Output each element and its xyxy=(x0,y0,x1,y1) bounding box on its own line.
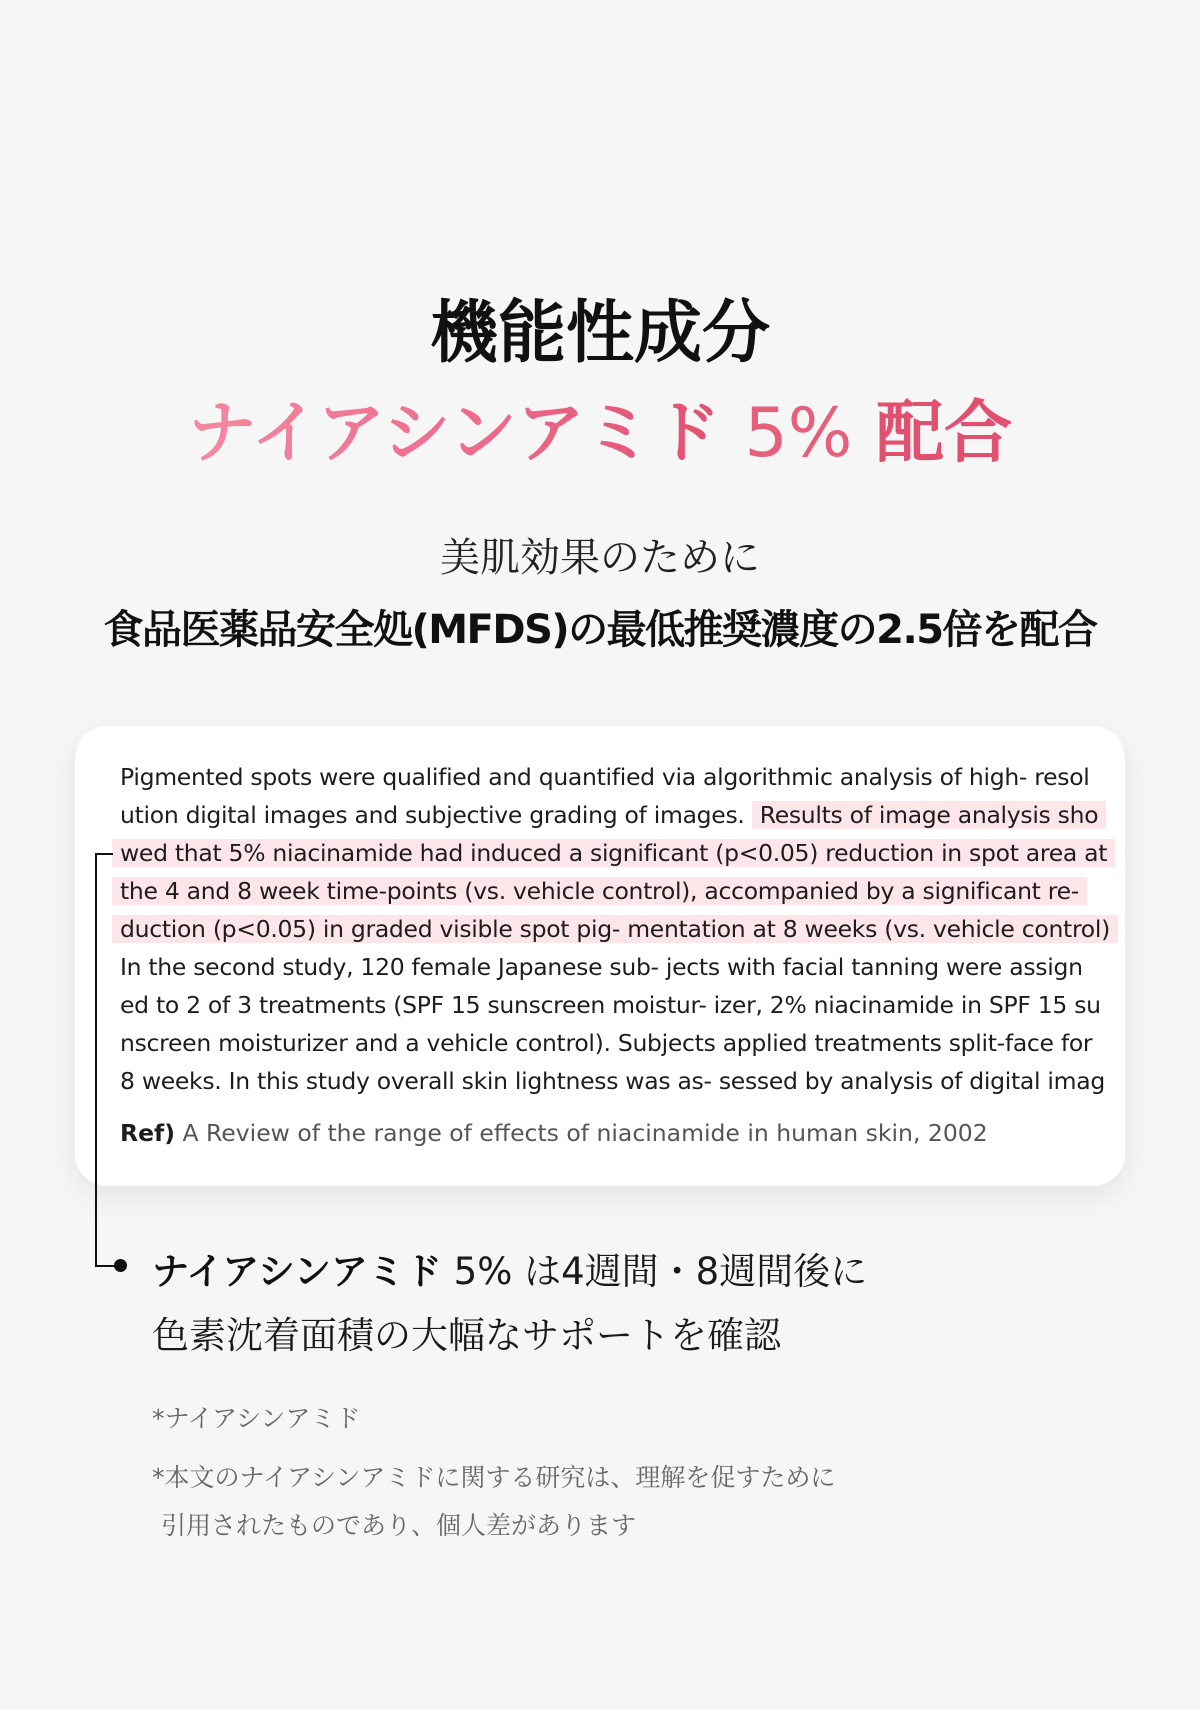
result-claim xyxy=(152,1240,867,1368)
reference-label: Ref) xyxy=(120,1119,175,1147)
page-title: 機能性成分 xyxy=(429,294,770,373)
study-line: ed to 2 of 3 treatments (SPF 15 sunscreen moistur- izer, 2% niacinamide in SPF 15 su xyxy=(120,991,1101,1019)
study-highlight: Results of image analysis sho xyxy=(752,801,1107,829)
ingredient-name: ナイアシンアミド xyxy=(187,394,721,473)
footnote-ingredient: *ナイアシンアミド xyxy=(152,1404,361,1433)
claim-detail: 5% は4週間・8週間後に xyxy=(453,1250,868,1293)
subtitle-claim: 食品医薬品安全処(MFDS)の最低推奨濃度の2.5倍を配合 xyxy=(103,607,1097,653)
claim-line-2: 色素沈着面積の大幅なサポートを確認 xyxy=(152,1314,781,1357)
study-line xyxy=(120,910,1110,948)
subtitle-intro: 美肌効果のために xyxy=(440,535,760,581)
reference-text: A Review of the range of effects of niacinamide in human skin, 2002 xyxy=(182,1119,988,1147)
connector-line-top xyxy=(95,853,113,855)
reference-citation xyxy=(120,1114,988,1152)
footnote-disclaimer-line-2: 引用されたものであり、個人差があります xyxy=(161,1511,637,1540)
bullet-dot-icon xyxy=(114,1259,127,1272)
ingredient-percent: 5% xyxy=(744,394,853,473)
study-line xyxy=(120,834,1108,872)
claim-ingredient: ナイアシンアミド xyxy=(152,1250,442,1293)
headline-suffix: 配合 xyxy=(876,394,1013,473)
study-excerpt-card xyxy=(75,726,1125,1186)
study-line: Pigmented spots were qualified and quantified via algorithmic analysis of high- resol xyxy=(120,763,1090,791)
study-line: 8 weeks. In this study overall skin lightness was as- sessed by analysis of digital imag xyxy=(120,1067,1105,1095)
study-excerpt-text xyxy=(120,758,1110,1100)
study-line xyxy=(120,872,1080,910)
ingredient-headline xyxy=(0,392,1200,476)
study-line: In the second study, 120 female Japanese sub- jects with facial tanning were assign xyxy=(120,953,1083,981)
study-highlight: wed that 5% niacinamide had induced a significant (p<0.05) reduction in spot area at xyxy=(112,839,1115,867)
study-text-plain: ution digital images and subjective grading of images. xyxy=(120,801,745,829)
claim-line-1 xyxy=(152,1240,867,1304)
study-line: nscreen moisturizer and a vehicle control). Subjects applied treatments split-face for xyxy=(120,1029,1093,1057)
study-highlight: duction (p<0.05) in graded visible spot pig- mentation at 8 weeks (vs. vehicle control) xyxy=(112,915,1118,943)
study-highlight: the 4 and 8 week time-points (vs. vehicle control), accompanied by a significant re- xyxy=(112,877,1087,905)
study-line xyxy=(120,796,1099,834)
connector-line xyxy=(95,853,97,1267)
footnote-disclaimer-line-1: *本文のナイアシンアミドに関する研究は、理解を促すために xyxy=(152,1463,836,1492)
